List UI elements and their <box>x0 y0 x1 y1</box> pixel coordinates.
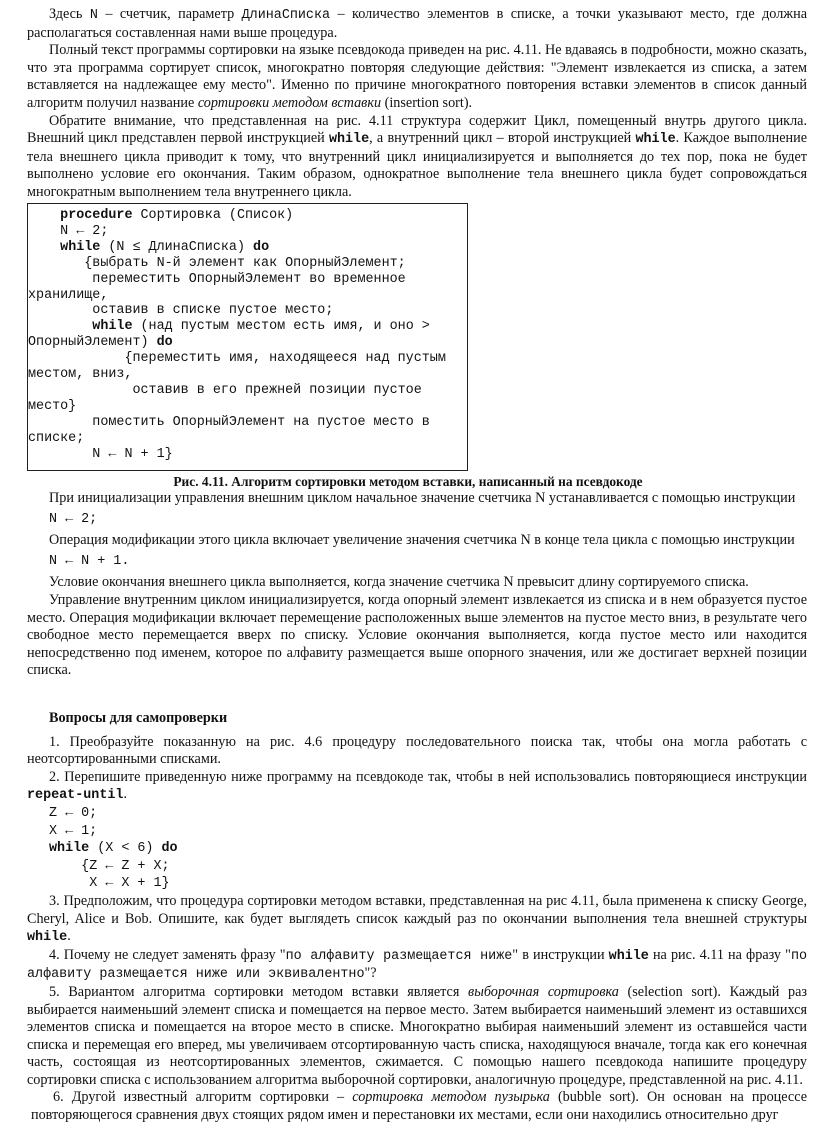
question-6: 6. Другой известный алгоритм сортировки – сортировка методом пузырька (bubble sort). Он основан на процессе повторяющегося сравнения двух стоящих рядом имен и перестановки их местами, если они находились относительно друг <box>31 1089 807 1124</box>
code-line: хранилище, <box>28 287 109 303</box>
pseudocode-listing <box>28 208 467 463</box>
paragraph-outer-termination: Условие окончания внешнего цикла выполняется, когда значение счетчика N превысит длину сортируемого списка. <box>49 574 749 591</box>
question-5: 5. Вариантом алгоритма сортировки методом вставки является выборочная сортировка (selection sort). Каждый раз выбирается наименьший элемент списка и помещается на первое место. Затем выбирается наименьший элемент из оставшихся элементов списка и помещается на второе место в списке. Многократно выбирая наименьший элемент из оставшейся части списка и перемещая его вперед, мы увеличиваем отсортированную часть списка, находящуюся вначале, тогда как его конечная часть, состоящая из неотсортированных элементов, сжимается. С помощью нашего псевдокода напишите процедуру сортировки списка с использованием алгоритма выборочной сортировки, аналогичную процедуре, представленной на рис. 4.11. <box>27 983 807 1088</box>
question-3: 3. Предположим, что процедура сортировки методом вставки, представленная на рис 4.11, была применена к списку George, Cheryl, Alice и Bob. Опишите, как будет выглядеть список каждый раз по окончании выполнения тела внешней структуры while. <box>27 892 807 946</box>
code-init-counter: N ← 2; <box>49 511 98 527</box>
code-line: X ← X + 1} <box>89 876 170 892</box>
code-line: оставив в списке пустое место; <box>92 303 334 319</box>
code-line: Z ← 0; <box>49 805 98 821</box>
figure-code-box <box>27 203 468 471</box>
code-line: {выбрать N-й элемент как ОпорныйЭлемент; <box>84 255 406 271</box>
code-line: {переместить имя, находящееся над пустым <box>124 351 446 367</box>
code-line: X ← 1; <box>49 823 98 839</box>
code-line: while (над пустым местом есть имя, и оно > <box>92 319 430 335</box>
paragraph-outer-init: При инициализации управления внешним циклом начальное значение счетчика N устанавливается с помощью инструкции <box>49 490 796 506</box>
question-4: 4. Почему не следует заменять фразу "по алфавиту размещается ниже" в инструкции while на рис. 4.11 на фразу "по алфавиту размещается ниже или эквивалентно"? <box>27 946 808 983</box>
paragraph-insertion-sort-intro: Полный текст программы сортировки на языке псевдокода приведен на рис. 4.11. Не вдаваясь в подробности, можно сказать, что эта программа сортирует список, многократно повторяя следующие действия: "Элемент извлекается из списка, а затем вставляется на надлежащее ему место". Именно по причине многократного повторения вставки элементов в список данный алгоритм получил название сортировки методом вставки (insertion sort). <box>27 42 807 111</box>
code-line: списке; <box>28 430 85 446</box>
intro-section <box>27 6 807 202</box>
question-2-code <box>27 805 807 893</box>
self-check-heading: Вопросы для самопроверки <box>49 710 228 726</box>
paragraph-outer-modify: Операция модификации этого цикла включает увеличение значения счетчика N в конце тела цикла с помощью инструкции <box>49 532 795 549</box>
code-line: ОпорныйЭлемент) do <box>28 335 173 351</box>
question-1: 1. Преобразуйте показанную на рис. 4.6 процедуру последовательного поиска так, чтобы она могла работать с неотсортированными списками. <box>27 733 807 768</box>
code-line: переместить ОпорныйЭлемент во временное <box>92 271 406 287</box>
code-line: procedure Сортировка (Список) <box>60 208 294 223</box>
code-line: местом, вниз, <box>28 367 133 383</box>
question-2: 2. Перепишите приведенную ниже программу на псевдокоде так, чтобы в ней использовались повторяющиеся инструкции repeat-until. <box>27 768 807 804</box>
paragraph-counter-description: Здесь N – счетчик, параметр ДлинаСписка – количество элементов в списке, а точки указывают место, где должна располагаться составленная нами выше процедура. <box>27 6 807 41</box>
paragraph-inner-loop: Управление внутренним циклом инициализируется, когда опорный элемент извлекается из списка и в нем образуется пустое место. Операция модификации включает перемещение расположенных выше элементов на пустое место вниз, в результате чего свободное место перемещается вверх по списку. Условие окончания выполняется, когда пустое место или находится непосредственно под именем, которое по алфавиту размещается выше опорного значения, или же достигает верхней позиции списка. <box>27 591 807 679</box>
loop-explanation-section <box>27 490 807 680</box>
code-line: поместить ОпорныйЭлемент на пустое место в <box>92 414 430 430</box>
code-line: N ← 2; <box>60 223 109 239</box>
self-check-section <box>27 710 807 1125</box>
code-line: while (X < 6) do <box>49 841 178 857</box>
code-increment-counter: N ← N + 1. <box>49 553 130 569</box>
paragraph-nested-loops: Обратите внимание, что представленная на рис. 4.11 структура содержит Цикл, помещенный внутрь другого цикла. Внешний цикл представлен первой инструкцией while, а внутренний цикл – второй инструкцией while. Каждое выполнение тела внешнего цикла приводит к тому, что внутренний цикл инициализируется и выполняется до тех пор, пока не будет выполнено условие его окончания. Таким образом, однократное выполнение тела внешнего цикла будет сопровождаться многократным выполнением тела внутреннего цикла. <box>27 112 807 200</box>
code-line: while (N ≤ ДлинаСписка) do <box>60 239 270 255</box>
code-line: {Z ← Z + X; <box>81 858 170 874</box>
code-line: N ← N + 1} <box>92 446 173 462</box>
code-line: оставив в его прежней позиции пустое <box>132 382 422 398</box>
figure-caption: Рис. 4.11. Алгоритм сортировки методом вставки, написанный на псевдокоде <box>173 474 643 489</box>
code-line: место} <box>28 398 77 414</box>
